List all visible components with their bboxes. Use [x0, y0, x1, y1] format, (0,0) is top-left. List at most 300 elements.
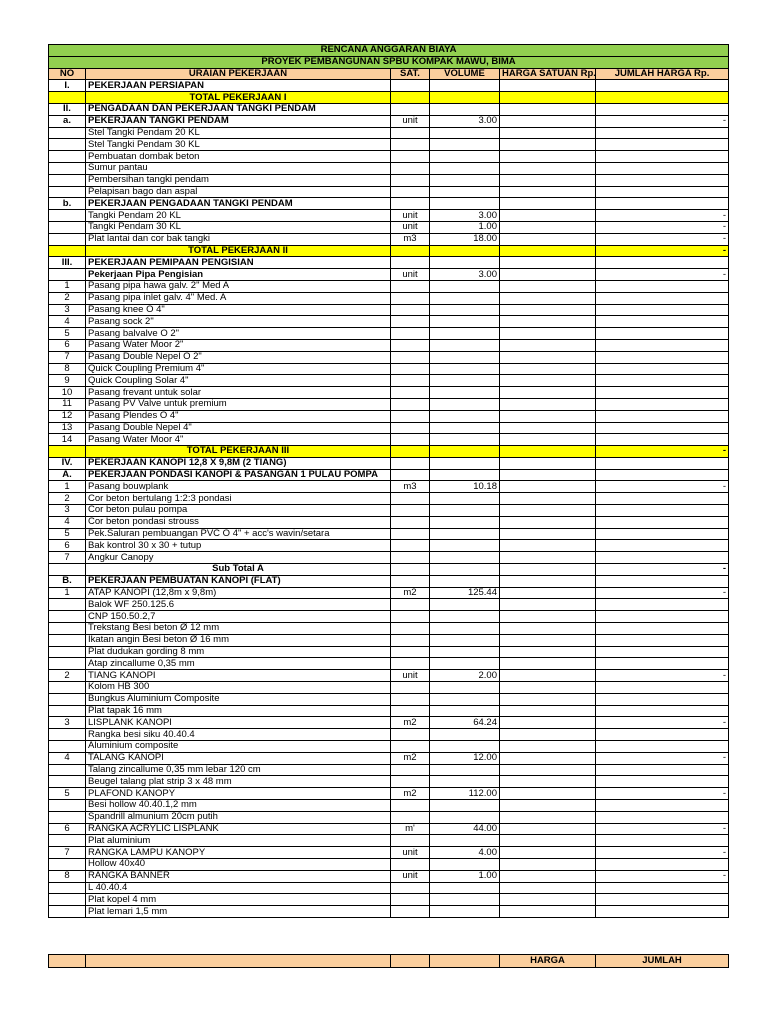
item-volume	[430, 894, 500, 906]
item-unit	[391, 457, 430, 469]
item-row	[49, 540, 729, 552]
item-volume	[430, 882, 500, 894]
item-no: 12	[49, 410, 86, 422]
total-row	[49, 92, 729, 104]
item-description: Plat dudukan gording 8 mm	[86, 646, 391, 658]
item-amount	[596, 139, 729, 151]
item-amount	[596, 835, 729, 847]
item-volume	[430, 328, 500, 340]
item-unit	[391, 493, 430, 505]
item-no: 6	[49, 540, 86, 552]
item-unit-price	[500, 682, 596, 694]
item-volume	[430, 575, 500, 587]
item-row	[49, 693, 729, 705]
item-description: Stel Tangki Pendam 30 KL	[86, 139, 391, 151]
item-unit	[391, 434, 430, 446]
item-unit	[391, 328, 430, 340]
cell-no	[49, 564, 86, 576]
item-description: Bungkus Aluminium Composite	[86, 693, 391, 705]
item-unit-price	[500, 398, 596, 410]
header-uraian: URAIAN PEKERJAAN	[86, 68, 391, 80]
item-row	[49, 776, 729, 788]
item-amount	[596, 304, 729, 316]
item-unit	[391, 363, 430, 375]
item-amount: -	[596, 221, 729, 233]
item-row	[49, 575, 729, 587]
item-amount	[596, 552, 729, 564]
item-amount	[596, 811, 729, 823]
item-amount	[596, 410, 729, 422]
item-amount	[596, 693, 729, 705]
cell-sat	[391, 92, 430, 104]
item-volume	[430, 811, 500, 823]
item-amount	[596, 505, 729, 517]
item-description: Hollow 40x40	[86, 858, 391, 870]
item-unit	[391, 127, 430, 139]
item-amount: -	[596, 752, 729, 764]
item-unit	[391, 693, 430, 705]
item-no	[49, 221, 86, 233]
item-description: Aluminium composite	[86, 741, 391, 753]
item-unit	[391, 611, 430, 623]
item-volume	[430, 858, 500, 870]
item-volume	[430, 705, 500, 717]
item-unit-price	[500, 575, 596, 587]
item-description: Spandrill almunium 20cm putih	[86, 811, 391, 823]
item-amount	[596, 422, 729, 434]
item-no: 5	[49, 328, 86, 340]
item-no: 4	[49, 316, 86, 328]
item-unit	[391, 80, 430, 92]
item-volume	[430, 292, 500, 304]
item-no	[49, 776, 86, 788]
item-description: Ikatan angin Besi beton Ø 16 mm	[86, 634, 391, 646]
item-unit: m2	[391, 788, 430, 800]
item-volume	[430, 151, 500, 163]
item-description: Talang zincallume 0,35 mm lebar 120 cm	[86, 764, 391, 776]
item-row	[49, 894, 729, 906]
item-row	[49, 339, 729, 351]
item-amount	[596, 611, 729, 623]
item-volume	[430, 127, 500, 139]
item-row	[49, 328, 729, 340]
item-unit-price	[500, 670, 596, 682]
total-label: TOTAL PEKERJAAN I	[86, 92, 391, 104]
budget-table-body	[49, 45, 729, 918]
item-description: Pasang PV Valve untuk premium	[86, 398, 391, 410]
item-unit-price	[500, 375, 596, 387]
item-unit: unit	[391, 221, 430, 233]
item-no: 5	[49, 528, 86, 540]
item-description: Plat tapak 16 mm	[86, 705, 391, 717]
item-row	[49, 658, 729, 670]
item-unit-price	[500, 858, 596, 870]
item-unit-price	[500, 835, 596, 847]
item-row	[49, 587, 729, 599]
item-unit: m3	[391, 481, 430, 493]
item-row	[49, 788, 729, 800]
item-unit-price	[500, 198, 596, 210]
item-volume	[430, 516, 500, 528]
item-row	[49, 151, 729, 163]
item-unit-price	[500, 823, 596, 835]
subtotal-amount: -	[596, 564, 729, 576]
item-unit	[391, 858, 430, 870]
item-unit-price	[500, 257, 596, 269]
item-row	[49, 139, 729, 151]
item-description: Rangka besi siku 40.40.4	[86, 729, 391, 741]
item-no	[49, 658, 86, 670]
item-row	[49, 457, 729, 469]
item-row	[49, 162, 729, 174]
item-no	[49, 151, 86, 163]
item-unit	[391, 198, 430, 210]
item-no: 7	[49, 351, 86, 363]
item-no: 5	[49, 788, 86, 800]
item-no	[49, 611, 86, 623]
item-amount	[596, 339, 729, 351]
item-volume	[430, 528, 500, 540]
item-description: Atap zincallume 0,35 mm	[86, 658, 391, 670]
item-volume: 3.00	[430, 210, 500, 222]
item-volume: 125.44	[430, 587, 500, 599]
item-no	[49, 174, 86, 186]
item-amount	[596, 387, 729, 399]
item-amount	[596, 174, 729, 186]
item-unit-price	[500, 186, 596, 198]
item-volume: 44.00	[430, 823, 500, 835]
item-no: 4	[49, 516, 86, 528]
item-amount	[596, 764, 729, 776]
item-unit-price	[500, 151, 596, 163]
item-description: Angkur Canopy	[86, 552, 391, 564]
item-unit-price	[500, 800, 596, 812]
total-amount: -	[596, 245, 729, 257]
item-description: Bak kontrol 30 x 30 + tutup	[86, 540, 391, 552]
item-row	[49, 103, 729, 115]
item-amount	[596, 516, 729, 528]
item-amount: -	[596, 210, 729, 222]
item-description: TIANG KANOPI	[86, 670, 391, 682]
item-unit	[391, 882, 430, 894]
item-amount: -	[596, 233, 729, 245]
item-no: 6	[49, 823, 86, 835]
item-unit-price	[500, 103, 596, 115]
item-amount: -	[596, 823, 729, 835]
item-no: 2	[49, 292, 86, 304]
item-unit	[391, 623, 430, 635]
item-unit-price	[500, 788, 596, 800]
item-row	[49, 729, 729, 741]
cell-harga-satuan	[500, 446, 596, 458]
item-volume: 18.00	[430, 233, 500, 245]
item-volume	[430, 422, 500, 434]
item-row	[49, 280, 729, 292]
item-row	[49, 599, 729, 611]
item-unit	[391, 811, 430, 823]
item-unit	[391, 410, 430, 422]
item-no: 11	[49, 398, 86, 410]
item-description: PEKERJAAN TANGKI PENDAM	[86, 115, 391, 127]
item-unit	[391, 540, 430, 552]
item-row	[49, 233, 729, 245]
item-unit-price	[500, 847, 596, 859]
item-unit: unit	[391, 670, 430, 682]
item-no: IV.	[49, 457, 86, 469]
item-row	[49, 705, 729, 717]
item-no	[49, 139, 86, 151]
item-description: Stel Tangki Pendam 20 KL	[86, 127, 391, 139]
item-unit-price	[500, 528, 596, 540]
item-no: 2	[49, 670, 86, 682]
item-amount: -	[596, 670, 729, 682]
item-unit-price	[500, 741, 596, 753]
item-no: 7	[49, 552, 86, 564]
item-unit-price	[500, 174, 596, 186]
item-volume	[430, 316, 500, 328]
item-amount: -	[596, 115, 729, 127]
item-description: Plat lantai dan cor bak tangki	[86, 233, 391, 245]
item-unit	[391, 528, 430, 540]
item-volume: 1.00	[430, 221, 500, 233]
item-volume: 112.00	[430, 788, 500, 800]
item-description: PEKERJAAN PONDASI KANOPI & PASANGAN 1 PULAU POMPA	[86, 469, 391, 481]
item-volume: 1.00	[430, 870, 500, 882]
item-unit-price	[500, 634, 596, 646]
item-unit	[391, 658, 430, 670]
item-unit-price	[500, 646, 596, 658]
item-row	[49, 304, 729, 316]
item-no	[49, 693, 86, 705]
item-row	[49, 741, 729, 753]
item-amount	[596, 800, 729, 812]
cell-harga-satuan	[500, 245, 596, 257]
item-unit-price	[500, 115, 596, 127]
item-unit	[391, 186, 430, 198]
item-unit-price	[500, 811, 596, 823]
item-no: 1	[49, 280, 86, 292]
item-amount	[596, 599, 729, 611]
item-description: Cor beton bertulang 1:2:3 pondasi	[86, 493, 391, 505]
item-unit-price	[500, 481, 596, 493]
item-row	[49, 493, 729, 505]
item-no: 3	[49, 505, 86, 517]
item-amount	[596, 776, 729, 788]
item-unit-price	[500, 457, 596, 469]
item-row	[49, 127, 729, 139]
item-volume: 2.00	[430, 670, 500, 682]
item-amount	[596, 705, 729, 717]
item-row	[49, 528, 729, 540]
item-unit-price	[500, 127, 596, 139]
item-description: Quick Coupling Solar 4"	[86, 375, 391, 387]
item-volume: 3.00	[430, 115, 500, 127]
item-unit: m2	[391, 752, 430, 764]
item-unit	[391, 906, 430, 918]
item-unit	[391, 174, 430, 186]
item-unit-price	[500, 80, 596, 92]
cell-volume	[430, 564, 500, 576]
item-unit	[391, 894, 430, 906]
item-unit	[391, 646, 430, 658]
item-no	[49, 269, 86, 281]
item-unit-price	[500, 894, 596, 906]
item-description: PEKERJAAN PENGADAAN TANGKI PENDAM	[86, 198, 391, 210]
item-unit	[391, 705, 430, 717]
item-volume: 3.00	[430, 269, 500, 281]
next-header-sat	[391, 955, 430, 968]
total-label: TOTAL PEKERJAAN II	[86, 245, 391, 257]
item-row	[49, 210, 729, 222]
item-unit-price	[500, 611, 596, 623]
item-amount	[596, 882, 729, 894]
item-amount	[596, 575, 729, 587]
item-row	[49, 870, 729, 882]
column-header-row	[49, 68, 729, 80]
item-row	[49, 505, 729, 517]
item-row	[49, 823, 729, 835]
item-description: Pasang sock 2"	[86, 316, 391, 328]
item-volume	[430, 776, 500, 788]
header-volume: VOLUME	[430, 68, 500, 80]
item-volume	[430, 351, 500, 363]
item-volume	[430, 658, 500, 670]
item-description: Pasang pipa hawa galv. 2" Med A	[86, 280, 391, 292]
item-amount	[596, 257, 729, 269]
item-volume	[430, 505, 500, 517]
document-title: RENCANA ANGGARAN BIAYA	[49, 45, 729, 57]
item-description: Pasang Double Nepel 4"	[86, 422, 391, 434]
item-unit-price	[500, 316, 596, 328]
item-unit-price	[500, 540, 596, 552]
item-no: 2	[49, 493, 86, 505]
item-amount: -	[596, 847, 729, 859]
item-amount	[596, 469, 729, 481]
item-amount	[596, 528, 729, 540]
item-amount	[596, 316, 729, 328]
item-description: RANGKA ACRYLIC LISPLANK	[86, 823, 391, 835]
item-volume	[430, 162, 500, 174]
item-unit	[391, 505, 430, 517]
item-volume	[430, 682, 500, 694]
item-description: Pasang Water Moor 2"	[86, 339, 391, 351]
item-no	[49, 646, 86, 658]
item-unit-price	[500, 387, 596, 399]
item-volume	[430, 493, 500, 505]
item-no: III.	[49, 257, 86, 269]
item-no	[49, 741, 86, 753]
header-harga-satuan: HARGA SATUAN Rp.	[500, 68, 596, 80]
total-amount	[596, 92, 729, 104]
item-description: Pasang Plendes O 4"	[86, 410, 391, 422]
item-description: RANGKA LAMPU KANOPY	[86, 847, 391, 859]
item-unit: unit	[391, 210, 430, 222]
item-no	[49, 705, 86, 717]
item-row	[49, 292, 729, 304]
item-volume	[430, 103, 500, 115]
item-unit-price	[500, 422, 596, 434]
item-amount: -	[596, 717, 729, 729]
item-no	[49, 186, 86, 198]
item-amount	[596, 658, 729, 670]
item-description: Quick Coupling Premium 4"	[86, 363, 391, 375]
item-amount	[596, 493, 729, 505]
item-no: 14	[49, 434, 86, 446]
item-volume	[430, 280, 500, 292]
item-description: Kolom HB 300	[86, 682, 391, 694]
item-no	[49, 127, 86, 139]
item-unit-price	[500, 705, 596, 717]
item-description: Pembuatan dombak beton	[86, 151, 391, 163]
item-volume	[430, 800, 500, 812]
item-amount	[596, 540, 729, 552]
item-description: Tangki Pendam 20 KL	[86, 210, 391, 222]
item-unit	[391, 776, 430, 788]
item-unit	[391, 682, 430, 694]
item-unit	[391, 575, 430, 587]
item-unit-price	[500, 717, 596, 729]
item-amount	[596, 858, 729, 870]
item-volume: 4.00	[430, 847, 500, 859]
item-amount	[596, 280, 729, 292]
item-no: 13	[49, 422, 86, 434]
item-unit	[391, 151, 430, 163]
item-description: Besi hollow 40.40.1,2 mm	[86, 800, 391, 812]
item-no: B.	[49, 575, 86, 587]
item-no	[49, 858, 86, 870]
item-unit	[391, 339, 430, 351]
item-no: 3	[49, 717, 86, 729]
item-volume	[430, 398, 500, 410]
item-volume	[430, 410, 500, 422]
item-no: 8	[49, 870, 86, 882]
item-volume	[430, 174, 500, 186]
item-volume	[430, 363, 500, 375]
item-amount	[596, 375, 729, 387]
total-amount: -	[596, 446, 729, 458]
next-header-no	[49, 955, 86, 968]
item-description: Beugel talang plat strip 3 x 48 mm	[86, 776, 391, 788]
item-description: Pasang frevant untuk solar	[86, 387, 391, 399]
item-amount	[596, 729, 729, 741]
next-header-uraian	[86, 955, 391, 968]
item-volume	[430, 623, 500, 635]
item-unit	[391, 516, 430, 528]
item-unit: unit	[391, 115, 430, 127]
next-page-header-row	[49, 955, 729, 968]
item-volume	[430, 434, 500, 446]
item-description: PEKERJAAN PEMIPAAN PENGISIAN	[86, 257, 391, 269]
item-no	[49, 233, 86, 245]
title-row-2	[49, 56, 729, 68]
item-unit: unit	[391, 870, 430, 882]
item-description: TALANG KANOPI	[86, 752, 391, 764]
item-unit-price	[500, 328, 596, 340]
cell-no	[49, 245, 86, 257]
item-volume: 12.00	[430, 752, 500, 764]
item-unit-price	[500, 729, 596, 741]
item-no: 10	[49, 387, 86, 399]
item-row	[49, 269, 729, 281]
item-unit	[391, 292, 430, 304]
item-no	[49, 906, 86, 918]
item-description: PEKERJAAN PERSIAPAN	[86, 80, 391, 92]
item-amount	[596, 623, 729, 635]
item-no	[49, 599, 86, 611]
item-volume	[430, 906, 500, 918]
item-volume	[430, 80, 500, 92]
item-amount	[596, 198, 729, 210]
